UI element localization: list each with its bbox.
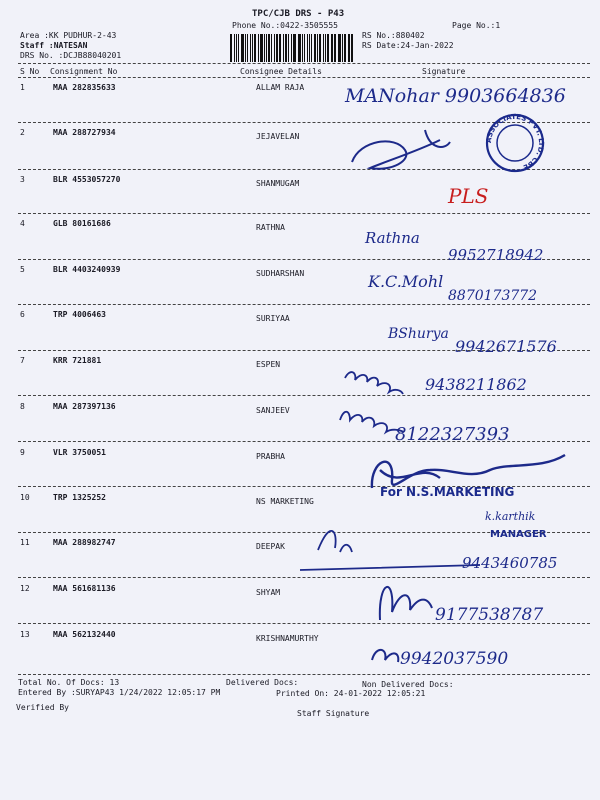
signature-row-13-scribble (372, 650, 398, 662)
staff-signature: Staff Signature (297, 709, 370, 718)
consignment-number: MAA 562132440 (53, 630, 116, 639)
row-divider (18, 441, 590, 442)
consignee-name: SHANMUGAM (256, 179, 300, 188)
consignment-number: BLR 4403240939 (53, 265, 121, 274)
consignee-name: ALLAM RAJA (256, 83, 305, 92)
signature-row-8-name (340, 412, 404, 432)
consignment-number: MAA 287397136 (53, 402, 116, 411)
consignment-number: VLR 3750051 (53, 448, 106, 457)
serial-number: 9 (20, 448, 25, 457)
consignee-name: SHYAM (256, 588, 281, 597)
serial-number: 7 (20, 356, 25, 365)
total-docs: Total No. Of Docs: 13 (18, 678, 120, 687)
consignee-name: RATHNA (256, 223, 285, 232)
consignee-name: PRABHA (256, 452, 285, 461)
signature-row-9 (372, 455, 565, 488)
signature-row-5-name: K.C.Mohl (368, 272, 444, 291)
rs-date: RS Date:24-Jan-2022 (362, 41, 454, 50)
col-consignee: Consignee Details (240, 67, 322, 76)
row-divider (18, 486, 590, 487)
verified-by: Verified By (16, 703, 69, 712)
entered-by: Entered By :SURYAP43 1/24/2022 12:05:17 PM (18, 688, 221, 697)
signature-row-7-phone: 9438211862 (425, 375, 527, 394)
signature-row-13-phone: 9942037590 (400, 649, 509, 669)
consignment-number: KRR 721881 (53, 356, 102, 365)
stamp-text: ASSOCIATES PVT. LTD. CBE (484, 112, 546, 172)
divider (18, 77, 590, 78)
signature-row-8-phone: 8122327393 (395, 424, 510, 445)
non-delivered-docs: Non Delivered Docs: (362, 680, 454, 689)
drs-number: DRS No. :DCJB88040201 (20, 51, 122, 60)
serial-number: 2 (20, 128, 25, 137)
consignee-name: KRISHNAMURTHY (256, 634, 319, 643)
signature-row-11-phone: 9443460785 (462, 554, 558, 572)
consignee-name: ESPEN (256, 360, 281, 369)
phone-number: Phone No.:0422-3505555 (232, 21, 338, 30)
signature-row-4-phone: 9952718942 (448, 246, 544, 264)
serial-number: 8 (20, 402, 25, 411)
consignment-number: TRP 4006463 (53, 310, 106, 319)
consignment-number: MAA 282835633 (53, 83, 116, 92)
col-consignment: Consignment No (50, 67, 118, 76)
consignment-number: MAA 561681136 (53, 584, 116, 593)
consignment-number: TRP 1325252 (53, 493, 106, 502)
serial-number: 12 (20, 584, 30, 593)
signature-row-6-name: BShurya (388, 326, 449, 342)
divider (18, 674, 590, 675)
signature-row-4-name: Rathna (365, 229, 420, 247)
signature-row-11-scribble (300, 531, 480, 570)
consignment-number: BLR 4553057270 (53, 175, 121, 184)
row-divider (18, 623, 590, 624)
col-sno: S No (20, 67, 40, 76)
printed-on: Printed On: 24-01-2022 12:05:21 (276, 689, 426, 698)
col-signature: Signature (422, 67, 466, 76)
staff-label: Staff :NATESAN (20, 41, 88, 50)
signature-row-12-phone: 9177538787 (435, 605, 544, 625)
signature-row-10-title: MANAGER (490, 529, 547, 540)
signature-row-1: MANohar 9903664836 (345, 85, 566, 107)
consignee-name: DEEPAK (256, 542, 285, 551)
serial-number: 13 (20, 630, 30, 639)
sheet-title: TPC/CJB DRS - P43 (252, 9, 345, 19)
row-divider (18, 350, 590, 351)
row-divider (18, 213, 590, 214)
serial-number: 1 (20, 83, 25, 92)
consignee-name: SURIYAA (256, 314, 290, 323)
signature-row-5-phone: 8870173772 (448, 288, 538, 304)
row-divider (18, 577, 590, 578)
signature-row-3: PLS (448, 184, 489, 208)
area-label: Area :KK PUDHUR-2-43 (20, 31, 117, 40)
serial-number: 5 (20, 265, 25, 274)
serial-number: 3 (20, 175, 25, 184)
consignment-number: MAA 288982747 (53, 538, 116, 547)
barcode (230, 34, 355, 62)
consignee-name: JEJAVELAN (256, 132, 300, 141)
signature-row-10-stamp: For N.S.MARKETING (380, 485, 515, 499)
consignee-name: SANJEEV (256, 406, 290, 415)
signature-row-10-sign: k.karthik (485, 510, 536, 523)
rs-number: RS No.:880402 (362, 31, 425, 40)
serial-number: 10 (20, 493, 30, 502)
serial-number: 6 (20, 310, 25, 319)
consignee-name: SUDHARSHAN (256, 269, 305, 278)
row-divider (18, 169, 590, 170)
consignment-number: GLB 80161686 (53, 219, 111, 228)
signature-row-6-phone: 9942671576 (455, 337, 557, 356)
consignment-number: MAA 288727934 (53, 128, 116, 137)
signature-row-12-scribble (380, 587, 432, 620)
signature-row-7-name (345, 372, 403, 394)
row-divider (18, 532, 590, 533)
consignee-name: NS MARKETING (256, 497, 314, 506)
signature-row-2 (352, 130, 450, 169)
serial-number: 11 (20, 538, 30, 547)
row-divider (18, 259, 590, 260)
serial-number: 4 (20, 219, 25, 228)
page-number: Page No.:1 (452, 21, 501, 30)
row-divider (18, 304, 590, 305)
divider (18, 63, 590, 64)
row-divider (18, 122, 590, 123)
delivered-docs: Delivered Docs: (226, 678, 299, 687)
row-divider (18, 395, 590, 396)
